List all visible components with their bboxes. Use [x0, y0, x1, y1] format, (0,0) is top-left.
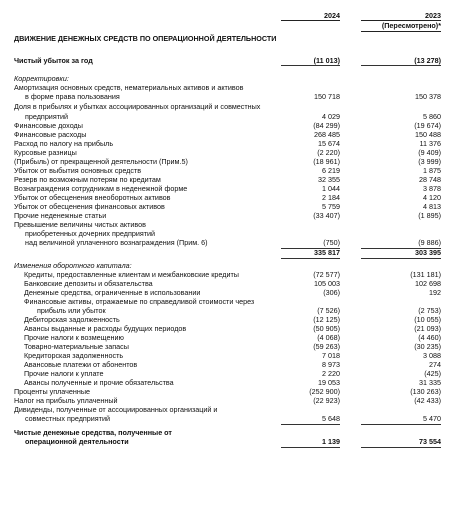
row-label: Денежные средства, ограниченные в использовании — [24, 288, 201, 297]
value-2024: (306) — [323, 288, 340, 297]
value-2024: 6 219 — [322, 166, 340, 175]
row-label: Товарно-материальные запасы — [24, 342, 129, 351]
value-2024: 335 817 — [314, 248, 340, 257]
value-2023: 150 378 — [415, 92, 441, 101]
column-header-restated: (Пересмотрено)* — [381, 21, 441, 30]
value-2024: 1 044 — [322, 184, 340, 193]
value-2024: (750) — [323, 238, 340, 247]
value-2024: (2 220) — [317, 148, 340, 157]
row-label: Прочие неденежные статьи — [14, 211, 107, 220]
value-2023: 28 748 — [419, 175, 441, 184]
value-2023: (425) — [424, 369, 441, 378]
row-label: предприятий — [25, 112, 69, 121]
row-label: Резерв по возможным потерям по кредитам — [14, 175, 161, 184]
column-header-2024: 2024 — [324, 11, 340, 20]
column-rule — [361, 447, 441, 448]
value-2023: (19 674) — [414, 121, 441, 130]
row-label: Амортизация основных средств, нематериальных активов и активов — [14, 83, 244, 92]
row-label: Финансовые активы, отражаемые по справедливой стоимости через — [24, 297, 255, 306]
row-label: Курсовые разницы — [14, 148, 77, 157]
row-label: Проценты уплаченные — [14, 387, 90, 396]
value-2024: (18 961) — [313, 157, 340, 166]
header-rule-2024 — [281, 20, 340, 21]
value-2023: 73 554 — [419, 437, 441, 446]
row-label: Банковские депозиты и обязательства — [24, 279, 153, 288]
value-2024: 19 053 — [318, 378, 340, 387]
row-label: Дивиденды, полученные от ассоциированных организаций и — [14, 405, 218, 414]
value-2024: 2 220 — [322, 369, 340, 378]
row-label: в форме права пользования — [25, 92, 120, 101]
column-rule — [361, 424, 441, 425]
value-2024: (4 068) — [317, 333, 340, 342]
column-header-2023: 2023 — [425, 11, 441, 20]
row-label: Изменения оборотного капитала: — [14, 261, 132, 270]
value-2023: 102 698 — [415, 279, 441, 288]
value-2023: 150 488 — [415, 130, 441, 139]
value-2024: 1 139 — [322, 437, 340, 446]
value-2023: (131 181) — [410, 270, 441, 279]
value-2023: 31 335 — [419, 378, 441, 387]
value-2023: 3 878 — [423, 184, 441, 193]
row-label: Авансы выданные и расходы будущих периодов — [24, 324, 187, 333]
row-label: Убыток от обесценения финансовых активов — [14, 202, 165, 211]
value-2023: (130 263) — [410, 387, 441, 396]
value-2023: (9 886) — [418, 238, 441, 247]
value-2023: 5 470 — [423, 414, 441, 423]
row-label: Доля в прибылях и убытках ассоциированных организаций и совместных — [14, 102, 261, 111]
column-rule — [281, 447, 340, 448]
value-2024: (11 013) — [313, 56, 340, 65]
value-2024: 2 184 — [322, 193, 340, 202]
value-2023: (30 235) — [414, 342, 441, 351]
value-2024: (22 923) — [313, 396, 340, 405]
column-rule — [281, 258, 340, 259]
row-label: Убыток от выбытия основных средств — [14, 166, 142, 175]
value-2023: 4 813 — [423, 202, 441, 211]
value-2023: 1 875 — [423, 166, 441, 175]
value-2023: 3 088 — [423, 351, 441, 360]
value-2023: 11 376 — [419, 139, 441, 148]
value-2024: (7 526) — [317, 306, 340, 315]
value-2024: 5 759 — [322, 202, 340, 211]
row-label: совместных предприятий — [25, 414, 111, 423]
value-2023: (1 895) — [418, 211, 441, 220]
value-2024: (33 407) — [313, 211, 340, 220]
value-2023: (2 753) — [418, 306, 441, 315]
value-2023: (42 433) — [414, 396, 441, 405]
column-rule — [361, 258, 441, 259]
row-label: над величиной уплаченного вознаграждения (Прим. 6) — [25, 238, 208, 247]
row-label: приобретенных дочерних предприятий — [25, 229, 156, 238]
value-2024: (72 577) — [313, 270, 340, 279]
row-label: Налог на прибыль уплаченный — [14, 396, 118, 405]
value-2024: 105 003 — [314, 279, 340, 288]
value-2024: 4 029 — [322, 112, 340, 121]
row-label: ДВИЖЕНИЕ ДЕНЕЖНЫХ СРЕДСТВ ПО ОПЕРАЦИОННОЙ ДЕЯТЕЛЬНОСТИ — [14, 34, 277, 43]
value-2024: 15 674 — [318, 139, 340, 148]
value-2023: (3 999) — [418, 157, 441, 166]
row-label: Убыток от обесценения внеоборотных активов — [14, 193, 171, 202]
header-rule-2023-bottom — [361, 31, 441, 32]
value-2023: (21 093) — [414, 324, 441, 333]
row-label: Авансовые платежи от абонентов — [24, 360, 138, 369]
value-2023: (13 278) — [414, 56, 441, 65]
row-label: Расход по налогу на прибыль — [14, 139, 114, 148]
value-2023: 5 860 — [423, 112, 441, 121]
row-label: Прочие налоги к возмещению — [24, 333, 124, 342]
value-2023: (10 055) — [414, 315, 441, 324]
value-2023: (4 460) — [418, 333, 441, 342]
row-label: Кредиты, предоставленные клиентам и межбанковские кредиты — [24, 270, 239, 279]
value-2023: 192 — [429, 288, 441, 297]
value-2023: (9 409) — [418, 148, 441, 157]
value-2024: 8 973 — [322, 360, 340, 369]
row-label: Чистый убыток за год — [14, 56, 93, 65]
row-label: Корректировки: — [14, 74, 69, 83]
row-label: (Прибыль) от прекращенной деятельности (Прим.5) — [14, 157, 188, 166]
row-label: Кредиторская задолженность — [24, 351, 124, 360]
value-2024: 5 648 — [322, 414, 340, 423]
value-2024: 7 018 — [322, 351, 340, 360]
value-2024: (50 905) — [313, 324, 340, 333]
value-2024: 150 718 — [314, 92, 340, 101]
column-rule — [361, 65, 441, 66]
value-2024: (12 125) — [313, 315, 340, 324]
value-2023: 303 395 — [415, 248, 441, 257]
column-rule — [281, 248, 340, 249]
row-label: Чистые денежные средства, полученные от — [14, 428, 172, 437]
row-label: Прочие налоги к уплате — [24, 369, 104, 378]
row-label: Авансы полученные и прочие обязательства — [24, 378, 174, 387]
value-2024: (252 900) — [309, 387, 340, 396]
column-rule — [361, 248, 441, 249]
value-2024: (84 299) — [313, 121, 340, 130]
row-label: Финансовые расходы — [14, 130, 87, 139]
row-label: Превышение величины чистых активов — [14, 220, 146, 229]
row-label: прибыль или убыток — [37, 306, 106, 315]
row-label: Финансовые доходы — [14, 121, 83, 130]
row-label: Дебиторская задолженность — [24, 315, 120, 324]
value-2024: 268 485 — [314, 130, 340, 139]
column-rule — [281, 65, 340, 66]
value-2024: 32 355 — [318, 175, 340, 184]
column-rule — [281, 424, 340, 425]
header-rule-2023 — [361, 20, 441, 21]
value-2024: (59 263) — [313, 342, 340, 351]
value-2023: 274 — [429, 360, 441, 369]
value-2023: 4 120 — [423, 193, 441, 202]
row-label: операционной деятельности — [25, 437, 129, 446]
row-label: Вознаграждения сотрудникам в неденежной форме — [14, 184, 188, 193]
